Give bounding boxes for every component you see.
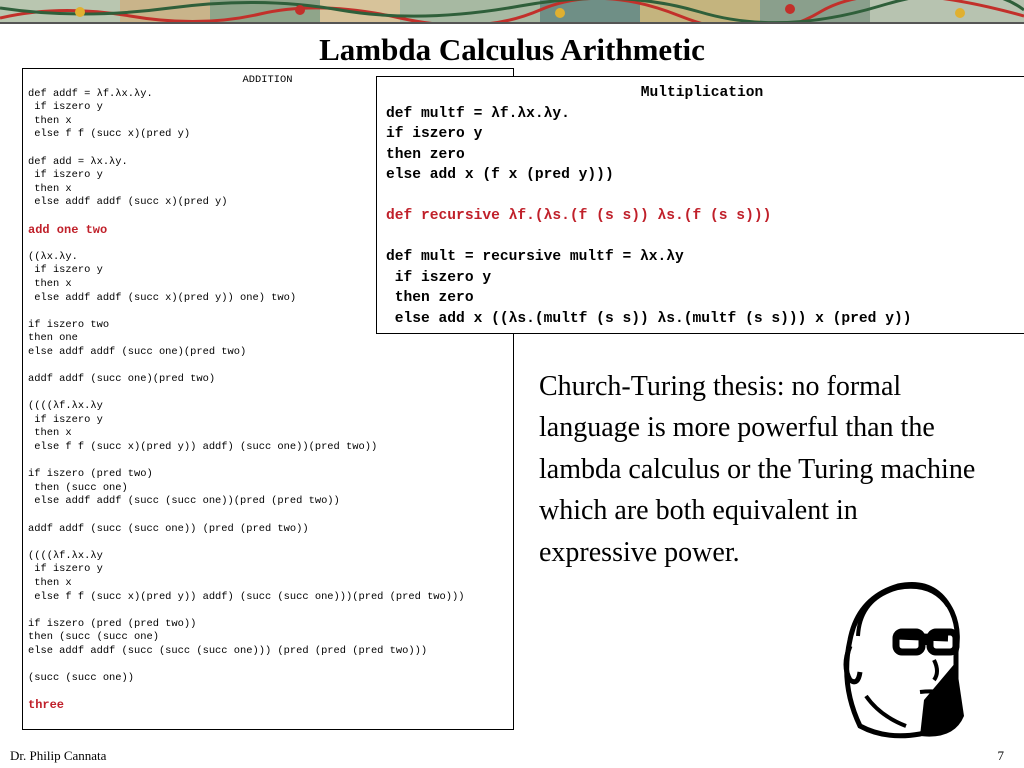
addition-code-line: if iszero two <box>28 318 110 331</box>
stained-glass-banner <box>0 0 1024 24</box>
addition-code-line: def addf = λf.λx.λy. <box>28 87 153 100</box>
page-title: Lambda Calculus Arithmetic <box>319 32 705 67</box>
church-portrait <box>836 576 966 740</box>
addition-code-line: else f f (succ x)(pred y)) addf) (succ one))(pred two)) <box>28 441 378 454</box>
addition-code-line: ((λx.λy. <box>28 250 78 263</box>
multiplication-code-line: else add x ((λs.(multf (s s)) λs.(multf (s s))) x (pred y)) <box>386 310 912 327</box>
addition-code-line: then (succ (succ one) <box>28 631 159 644</box>
addition-code-line: then x <box>28 427 72 440</box>
multiplication-code-line: def mult = recursive multf = λx.λy <box>386 249 684 265</box>
addition-heading: ADDITION <box>242 74 293 86</box>
addition-code-line: ((((λf.λx.λy <box>28 549 103 562</box>
addition-code-line: then one <box>28 332 78 345</box>
addition-code-line: def add = λx.λy. <box>28 155 128 168</box>
addition-code-line: then (succ one) <box>28 481 128 494</box>
addition-code-line: else addf addf (succ x)(pred y)) one) two) <box>28 291 297 304</box>
addition-code-line <box>28 536 507 550</box>
addition-code-line: if iszero y <box>28 169 103 182</box>
addition-code-line: if iszero y <box>28 413 103 426</box>
author-footer: Dr. Philip Cannata <box>10 748 107 763</box>
multiplication-code-line: else add x (f x (pred y))) <box>386 167 614 183</box>
addition-code-line: if iszero y <box>28 264 103 277</box>
church-turing-thesis: Church-Turing thesis: no formal language is more powerful than the lambda calculus or the Turing machine which are both equivalent in expressive power. <box>539 371 976 568</box>
page-number: 7 <box>997 748 1004 763</box>
multiplication-code <box>386 104 1018 330</box>
addition-code-line: if iszero (pred two) <box>28 468 153 481</box>
addition-code-line: else addf addf (succ (succ one))(pred (pred two)) <box>28 495 340 508</box>
addition-code-line: three <box>28 698 65 713</box>
addition-code-line: then x <box>28 277 72 290</box>
multiplication-code-line <box>386 227 1018 248</box>
addition-code-line: if iszero (pred (pred two)) <box>28 617 197 630</box>
multiplication-code-line: if iszero y <box>386 126 483 142</box>
addition-code-line: else addf addf (succ (succ (succ one))) (pred (pred (pred two))) <box>28 644 428 657</box>
addition-code-line <box>28 509 507 523</box>
addition-code-line <box>28 686 507 700</box>
multiplication-code-box <box>376 76 1024 334</box>
multiplication-code-line: then zero <box>386 146 465 163</box>
addition-code-line: if iszero y <box>28 563 103 576</box>
addition-code-line: then x <box>28 576 72 589</box>
addition-code-line: else addf addf (succ one)(pred two) <box>28 345 247 358</box>
addition-code-line: else f f (succ x)(pred y)) addf) (succ (succ one)))(pred (pred two))) <box>28 590 465 603</box>
addition-code-line: else addf addf (succ x)(pred y) <box>28 196 228 209</box>
addition-code-line: addf addf (succ one)(pred two) <box>28 373 216 386</box>
addition-code-line: (succ (succ one)) <box>28 672 135 685</box>
multiplication-code-line: then zero <box>386 290 474 306</box>
addition-code-line: addf addf (succ (succ one)) (pred (pred two)) <box>28 522 309 535</box>
multiplication-code-line <box>386 186 1018 207</box>
addition-code-line: if iszero y <box>28 101 103 114</box>
addition-code-line: ((((λf.λx.λy <box>28 400 103 413</box>
addition-code-line <box>28 455 507 469</box>
addition-code-line <box>28 659 507 673</box>
addition-code-line: then x <box>28 182 72 195</box>
addition-code-line: then x <box>28 114 72 127</box>
addition-code-line <box>28 387 507 401</box>
addition-code-line: else f f (succ x)(pred y) <box>28 128 191 141</box>
addition-code-line <box>28 604 507 618</box>
multiplication-code-line: def multf = λf.λx.λy. <box>386 105 570 122</box>
addition-code-line <box>28 359 507 373</box>
addition-code-line: add one two <box>28 222 108 237</box>
multiplication-heading: Multiplication <box>640 85 764 101</box>
multiplication-code-line: if iszero y <box>386 269 492 286</box>
multiplication-code-line: def recursive λf.(λs.(f (s s)) λs.(f (s s))) <box>386 208 772 224</box>
